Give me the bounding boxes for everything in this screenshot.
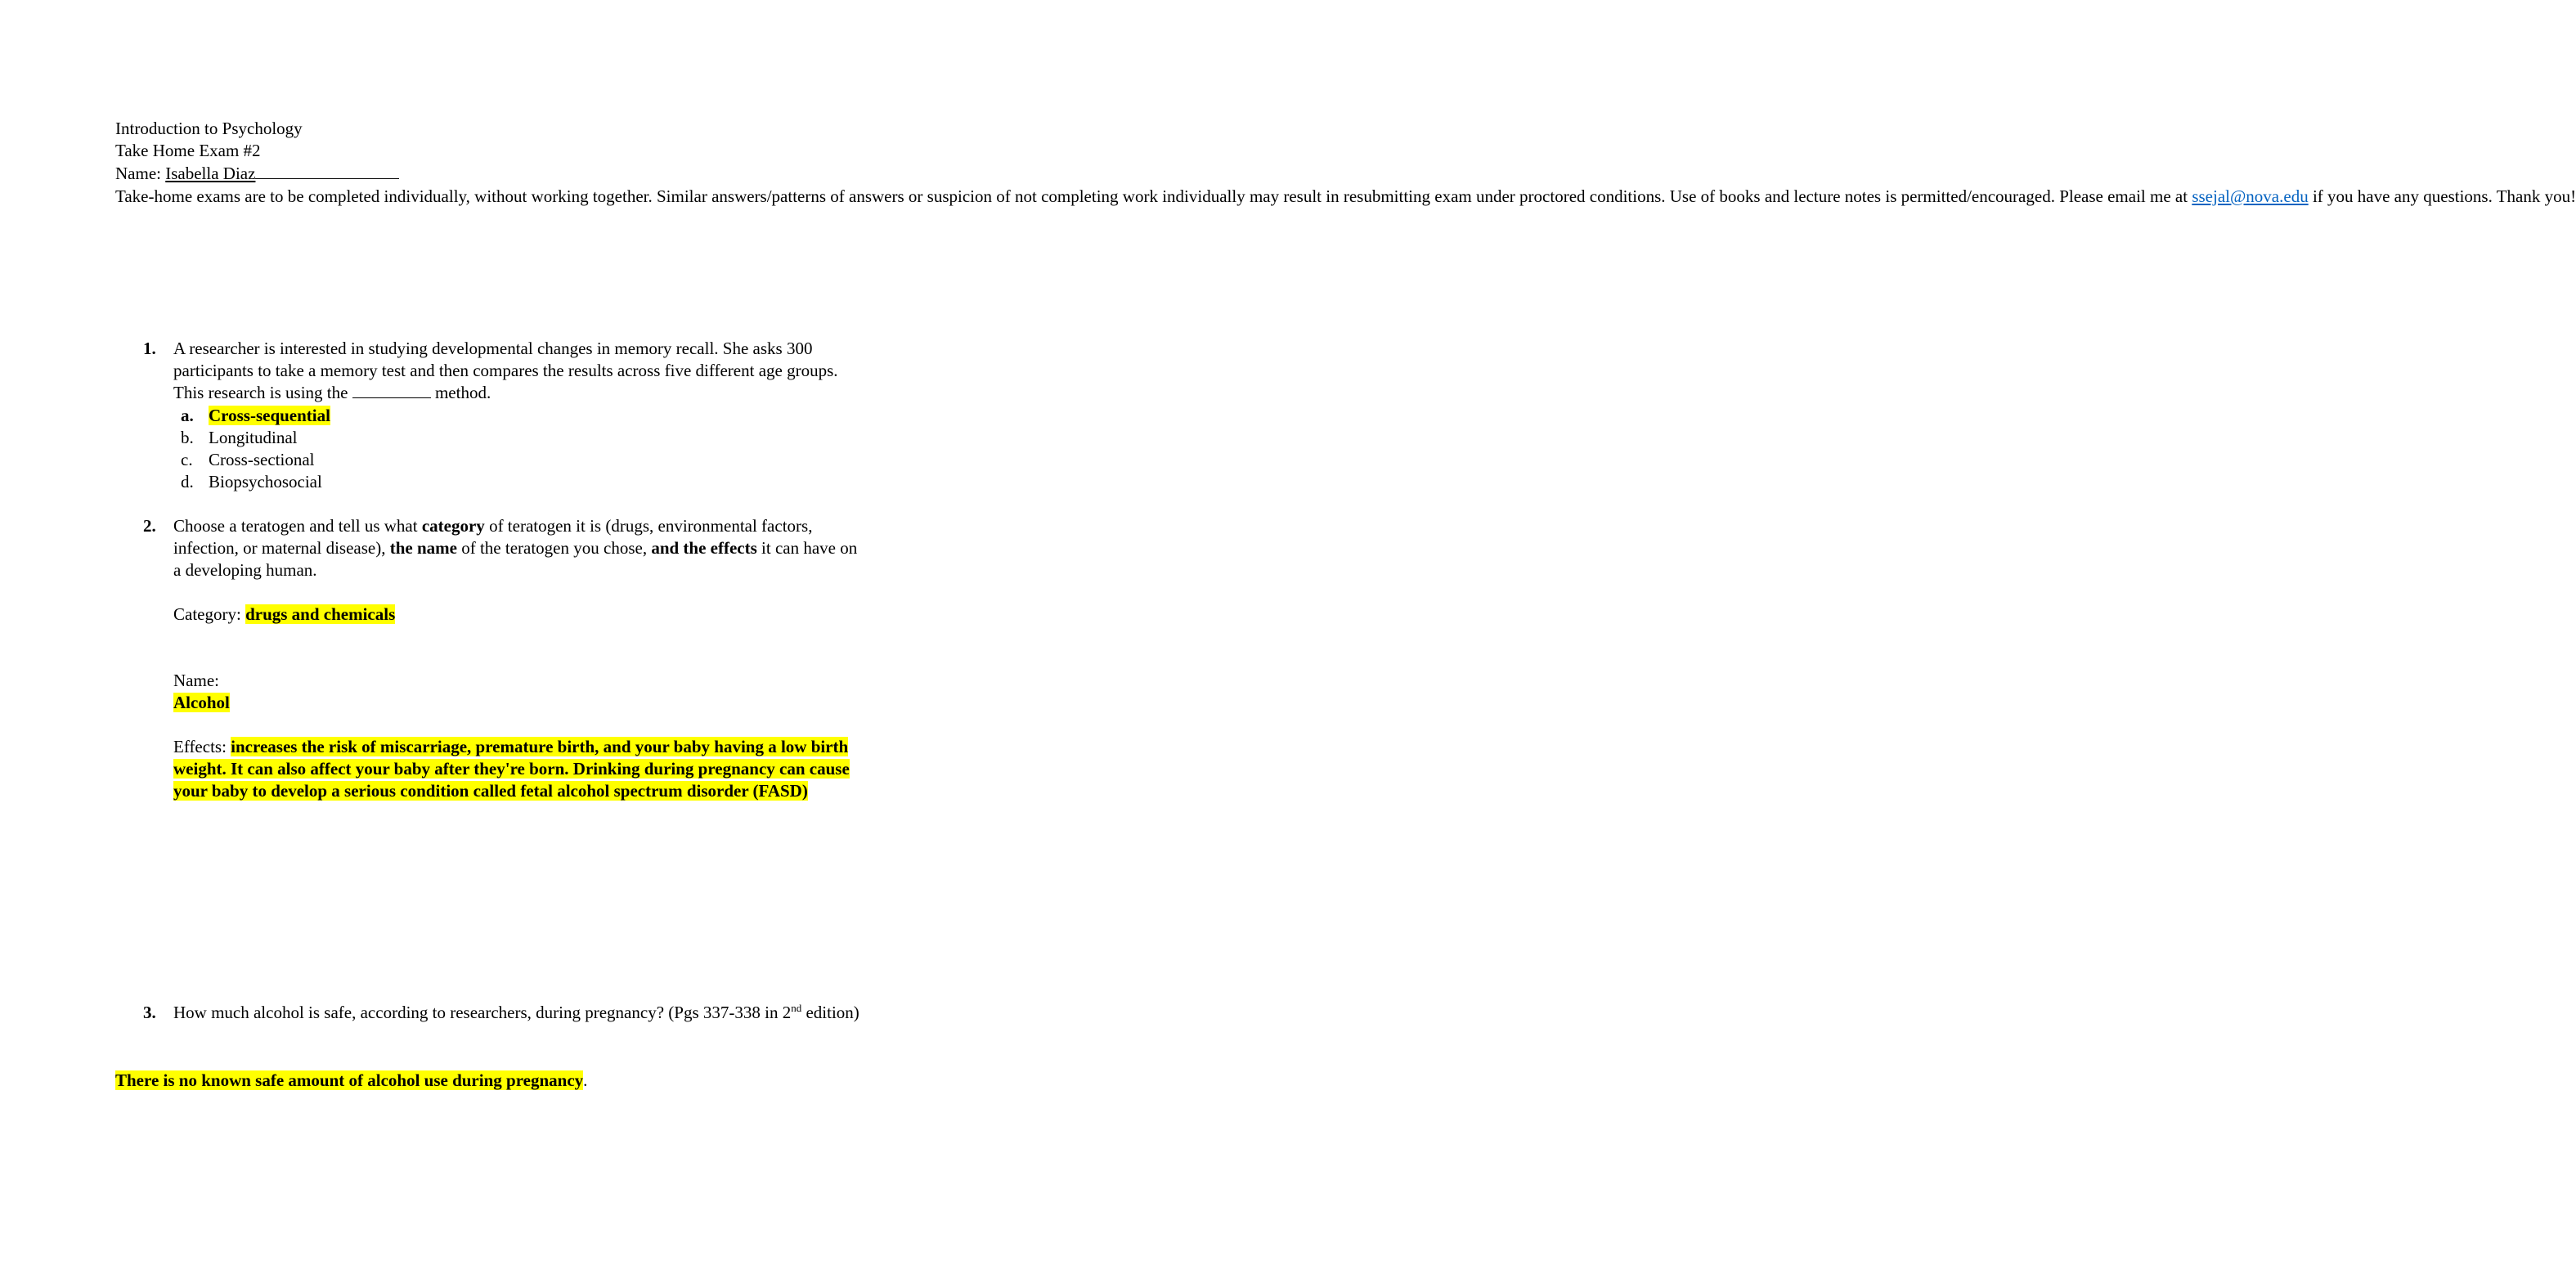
q2-text-1: Choose a teratogen and tell us what xyxy=(173,516,422,536)
q3-text: How much alcohol is safe, according to researchers, during pregnancy? (Pgs 337-338 in 2 xyxy=(173,1003,792,1022)
question-2 xyxy=(143,515,863,582)
answer-option xyxy=(181,405,863,427)
exam-title: Take Home Exam #2 xyxy=(115,141,261,161)
question-number: 2. xyxy=(143,516,156,536)
option-text: Biopsychosocial xyxy=(209,471,322,491)
student-name: Isabella Diaz xyxy=(165,164,256,184)
q2-text-2: of teratogen it is (drugs, environmental factors, infection, or maternal disease), xyxy=(173,516,813,559)
q3-superscript: nd xyxy=(791,1002,802,1014)
question-number: 3. xyxy=(143,1003,156,1022)
option-letter: b. xyxy=(181,427,194,447)
name-underline xyxy=(255,162,399,179)
option-letter: a. xyxy=(181,405,194,425)
answer-blank xyxy=(352,383,431,398)
question-text-start: A researcher is interested in studying developmental changes in memory recall. She asks 300 participants to take a memory test and then compares the results across five different age groups. This research is using the xyxy=(173,339,838,403)
option-letter: d. xyxy=(181,471,194,491)
answer-options xyxy=(181,405,863,493)
course-title: Introduction to Psychology xyxy=(115,119,303,138)
category-answer: drugs and chemicals xyxy=(245,604,396,624)
answer-option xyxy=(181,427,863,449)
name-label: Name: xyxy=(115,164,166,184)
instructor-email-link[interactable]: ssejal@nova.edu xyxy=(2192,186,2309,206)
option-text: Longitudinal xyxy=(209,427,298,447)
instructions-text: Take-home exams are to be completed individually, without working together. Similar answers/patterns of answers or suspicion of not completing work individually may result in resubmitting exam under proctored conditions. Use of books and lecture notes is permitted/encouraged. Please email me at xyxy=(115,186,2192,206)
q3-text-end: edition) xyxy=(801,1003,859,1022)
answer-option xyxy=(181,449,863,471)
name-answer-block xyxy=(173,670,852,714)
option-text: Cross-sectional xyxy=(209,449,315,469)
q3-answer-text: There is no known safe amount of alcohol use during pregnancy xyxy=(115,1070,584,1090)
question-number: 1. xyxy=(143,339,156,358)
q2-text-4: it can have on a developing human. xyxy=(173,538,858,581)
q2-bold-category: category xyxy=(421,516,485,536)
effects-answer-block xyxy=(173,736,852,803)
question-text xyxy=(173,338,863,405)
exam-instructions xyxy=(115,186,2576,208)
question-3 xyxy=(143,1002,863,1024)
q3-answer-period: . xyxy=(583,1070,588,1090)
question-1 xyxy=(143,338,863,493)
effects-answer: increases the risk of miscarriage, premature birth, and your baby having a low birth weight. It can also affect your baby after they're born. Drinking during pregnancy can cause your baby to develop a serious condition called fetal alcohol spectrum disorder (FASD) xyxy=(173,737,850,801)
instructions-end: if you have any questions. Thank you! xyxy=(2308,186,2576,206)
question-text xyxy=(173,515,863,582)
option-letter: c. xyxy=(181,449,193,469)
q3-answer xyxy=(115,1070,587,1092)
answer-option xyxy=(181,471,863,493)
option-text: Cross-sequential xyxy=(209,405,330,425)
teratogen-name-label: Name: xyxy=(173,671,219,690)
exam-header xyxy=(115,118,2576,208)
effects-label: Effects: xyxy=(173,737,231,756)
question-text-end: method. xyxy=(430,383,491,403)
q2-bold-effects: and the effects xyxy=(651,538,757,559)
question-text xyxy=(173,1002,863,1024)
q2-bold-name: the name xyxy=(389,538,457,559)
student-name-line xyxy=(115,162,851,185)
teratogen-name-answer: Alcohol xyxy=(173,693,230,713)
category-answer-line xyxy=(173,604,852,626)
category-label: Category: xyxy=(173,604,246,624)
q2-text-3: of the teratogen you chose, xyxy=(456,538,652,559)
